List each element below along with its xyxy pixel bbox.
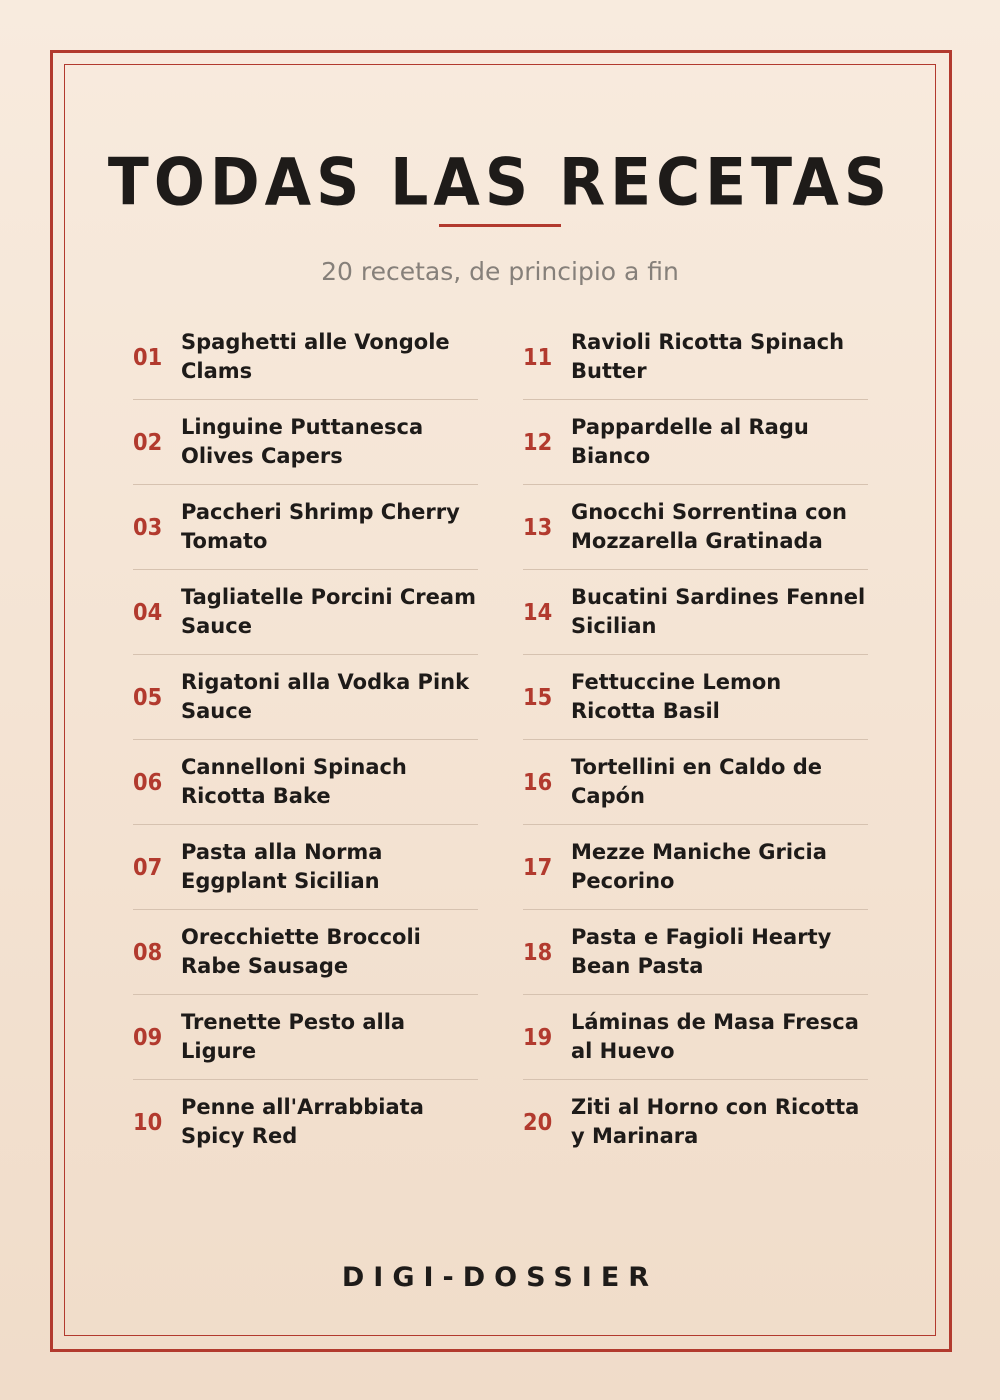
recipe-name: Cannelloni Spinach Ricotta Bake	[181, 755, 407, 808]
recipe-name: Penne all'Arrabbiata Spicy Red	[181, 1095, 424, 1148]
recipe-list-right	[523, 314, 868, 1164]
recipe-number: 04	[133, 598, 163, 626]
list-item	[133, 314, 478, 399]
recipe-number: 18	[523, 938, 553, 966]
recipe-name: Linguine Puttanesca Olives Capers	[181, 415, 424, 468]
list-item	[523, 654, 868, 739]
recipe-name: Mezze Maniche Gricia Pecorino	[571, 840, 827, 893]
recipe-number: 03	[133, 513, 163, 541]
list-item	[523, 1079, 868, 1164]
recipe-name: Fettuccine Lemon Ricotta Basil	[571, 670, 782, 723]
title-underline	[439, 224, 561, 227]
recipe-number: 06	[133, 768, 163, 796]
recipe-name: Tagliatelle Porcini Cream Sauce	[181, 585, 476, 638]
recipe-name: Pappardelle al Ragu Bianco	[571, 415, 809, 468]
recipe-name: Rigatoni alla Vodka Pink Sauce	[181, 670, 470, 723]
recipe-name: Ziti al Horno con Ricotta y Marinara	[571, 1095, 860, 1148]
page-subtitle: 20 recetas, de principio a fin	[321, 257, 679, 286]
list-item	[523, 994, 868, 1079]
list-item	[523, 739, 868, 824]
list-item	[133, 824, 478, 909]
list-item	[523, 909, 868, 994]
recipe-number: 15	[523, 683, 553, 711]
recipe-name: Ravioli Ricotta Spinach Butter	[571, 329, 845, 383]
recipe-number: 08	[133, 938, 163, 966]
recipe-list-left	[133, 314, 478, 1164]
recipe-number: 14	[523, 598, 553, 626]
list-item	[133, 399, 478, 484]
list-item	[133, 909, 478, 994]
recipe-number: 11	[523, 343, 553, 370]
recipe-name: Spaghetti alle Vongole Clams	[181, 329, 450, 383]
recipe-number: 13	[523, 513, 553, 541]
recipe-number: 17	[523, 853, 553, 881]
recipe-number: 19	[523, 1023, 553, 1051]
page-title: TODAS LAS RECETAS	[107, 145, 893, 221]
recipe-number: 07	[133, 853, 163, 881]
recipe-number: 20	[523, 1108, 553, 1136]
list-item	[523, 399, 868, 484]
list-item	[523, 314, 868, 399]
recipe-number: 12	[523, 428, 553, 456]
list-item	[523, 484, 868, 569]
recipe-name: Pasta e Fagioli Hearty Bean Pasta	[571, 925, 832, 978]
recipe-name: Gnocchi Sorrentina con Mozzarella Gratinada	[571, 500, 847, 553]
recipe-number: 05	[133, 683, 163, 711]
recipe-name: Tortellini en Caldo de Capón	[571, 755, 822, 808]
list-item	[133, 569, 478, 654]
list-item	[133, 739, 478, 824]
recipe-name: Pasta alla Norma Eggplant Sicilian	[181, 840, 383, 893]
list-item	[133, 654, 478, 739]
recipe-number: 09	[133, 1023, 163, 1051]
recipe-number: 10	[133, 1108, 163, 1136]
list-item	[133, 1079, 478, 1164]
recipe-name: Paccheri Shrimp Cherry Tomato	[181, 500, 460, 553]
recipe-name: Trenette Pesto alla Ligure	[181, 1010, 406, 1063]
list-item	[133, 484, 478, 569]
recipe-number: 01	[133, 343, 163, 370]
recipe-name: Láminas de Masa Fresca al Huevo	[571, 1010, 859, 1063]
recipe-name: Orecchiette Broccoli Rabe Sausage	[181, 925, 421, 978]
list-item	[133, 994, 478, 1079]
list-item	[523, 569, 868, 654]
recipe-number: 16	[523, 768, 553, 796]
list-item	[523, 824, 868, 909]
recipe-name: Bucatini Sardines Fennel Sicilian	[571, 585, 866, 638]
brand-footer: DIGI-DOSSIER	[341, 1262, 659, 1293]
recipe-number: 02	[133, 428, 163, 456]
